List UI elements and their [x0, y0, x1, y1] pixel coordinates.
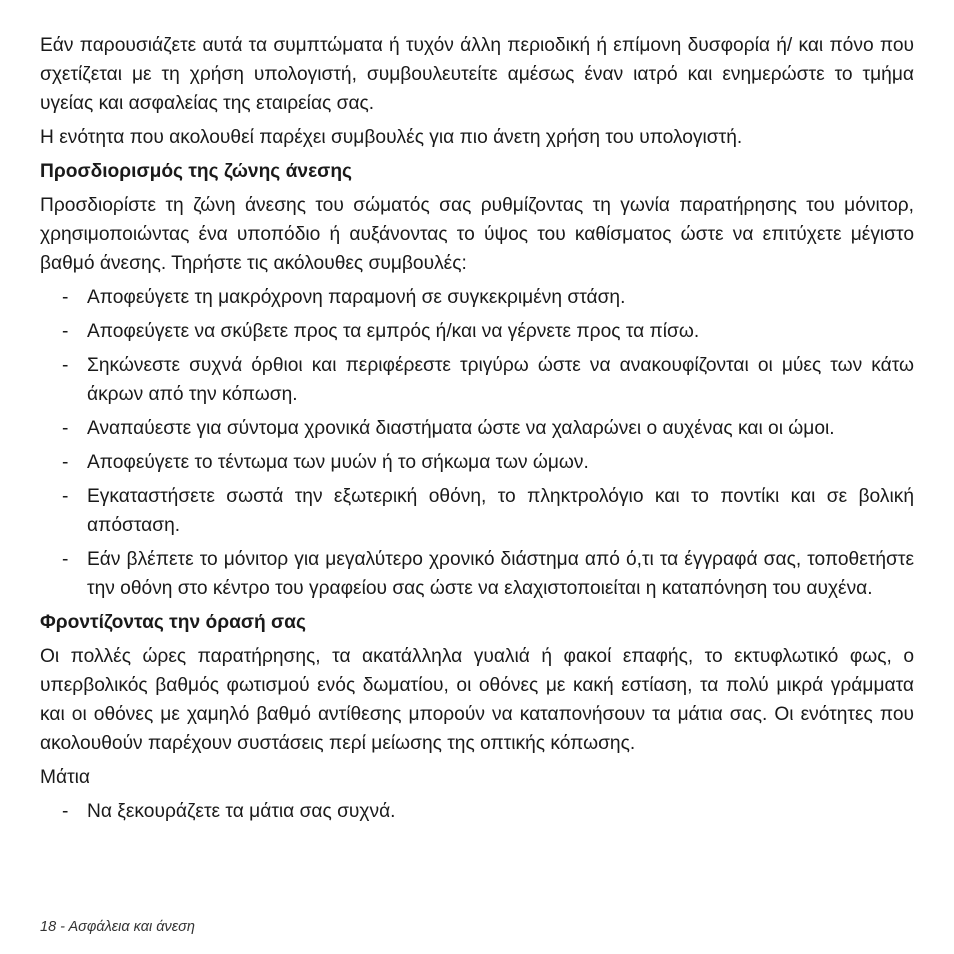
list-item-text: Εγκαταστήσετε σωστά την εξωτερική οθόνη, το πληκτρολόγιο και το ποντίκι και σε βολική απόσταση. — [87, 486, 914, 536]
list-item-text: Εάν βλέπετε το μόνιτορ για μεγαλύτερο χρονικό διάστημα από ό,τι τα έγγραφά σας, τοποθετήστε την οθόνη στο κέντρο του γραφείου σας ώστε να ελαχιστοποιείται η καταπόνηση του αυχένα. — [87, 549, 914, 599]
page-footer: 18 - Ασφάλεια και άνεση — [40, 919, 195, 935]
comfort-zone-heading: Προσδιορισμός της ζώνης άνεσης — [40, 161, 353, 182]
list-item — [40, 545, 914, 603]
dash-bullet: - — [62, 452, 69, 473]
eyes-list — [40, 797, 914, 826]
list-item — [40, 448, 914, 477]
vision-heading: Φροντίζοντας την όρασή σας — [40, 612, 306, 633]
dash-bullet: - — [62, 549, 69, 570]
dash-bullet: - — [62, 486, 69, 507]
list-item — [40, 317, 914, 346]
list-item — [40, 351, 914, 409]
page-content — [40, 31, 914, 831]
list-item-text: Αναπαύεστε για σύντομα χρονικά διαστήματα ώστε να χαλαρώνει ο αυχένας και οι ώμοι. — [87, 418, 835, 439]
list-item — [40, 283, 914, 312]
list-item — [40, 797, 914, 826]
comfort-zone-paragraph: Προσδιορίστε τη ζώνη άνεσης του σώματός σας ρυθμίζοντας τη γωνία παρατήρησης του μόνιτορ, χρησιμοποιώντας ένα υποπόδιο ή αυξάνοντας το ύψος του καθίσματος ώστε να επιτύχετε μέγιστο βαθμό άνεσης. Τηρήστε τις ακόλουθες συμβουλές: — [40, 195, 914, 274]
list-item-text: Αποφεύγετε να σκύβετε προς τα εμπρός ή/και να γέρνετε προς τα πίσω. — [87, 321, 700, 342]
list-item — [40, 414, 914, 443]
vision-paragraph: Οι πολλές ώρες παρατήρησης, τα ακατάλληλα γυαλιά ή φακοί επαφής, το εκτυφλωτικό φως, ο υπερβολικός βαθμός φωτισμού ενός δωματίου, οι οθόνες με κακή εστίαση, τα πολύ μικρά γράμματα και οι οθόνες με χαμηλό βαθμό αντίθεσης μπορούν να καταπονήσουν τα μάτια σας. Οι ενότητες που ακολουθούν παρέχουν συστάσεις περί μείωσης της οπτικής κόπωσης. — [40, 646, 914, 754]
dash-bullet: - — [62, 801, 69, 822]
eyes-subheading: Μάτια — [40, 767, 91, 788]
list-item-text: Να ξεκουράζετε τα μάτια σας συχνά. — [87, 801, 396, 822]
dash-bullet: - — [62, 355, 69, 376]
dash-bullet: - — [62, 287, 69, 308]
list-item-text: Αποφεύγετε το τέντωμα των μυών ή το σήκωμα των ώμων. — [87, 452, 589, 473]
intro-paragraph: Εάν παρουσιάζετε αυτά τα συμπτώματα ή τυχόν άλλη περιοδική ή επίμονη δυσφορία ή/ και πόνο που σχετίζεται με τη χρήση υπολογιστή, συμβουλευτείτε αμέσως έναν ιατρό και ενημερώστε το τμήμα υγείας και ασφαλείας της εταιρείας σας. — [40, 35, 914, 114]
list-item-text: Σηκώνεστε συχνά όρθιοι και περιφέρεστε τριγύρω ώστε να ανακουφίζονται οι μύες των κάτω άκρων από την κόπωση. — [87, 355, 914, 405]
list-item-text: Αποφεύγετε τη μακρόχρονη παραμονή σε συγκεκριμένη στάση. — [87, 287, 626, 308]
dash-bullet: - — [62, 418, 69, 439]
list-item — [40, 482, 914, 540]
following-paragraph: Η ενότητα που ακολουθεί παρέχει συμβουλές για πιο άνετη χρήση του υπολογιστή. — [40, 127, 743, 148]
dash-bullet: - — [62, 321, 69, 342]
comfort-zone-list — [40, 283, 914, 603]
